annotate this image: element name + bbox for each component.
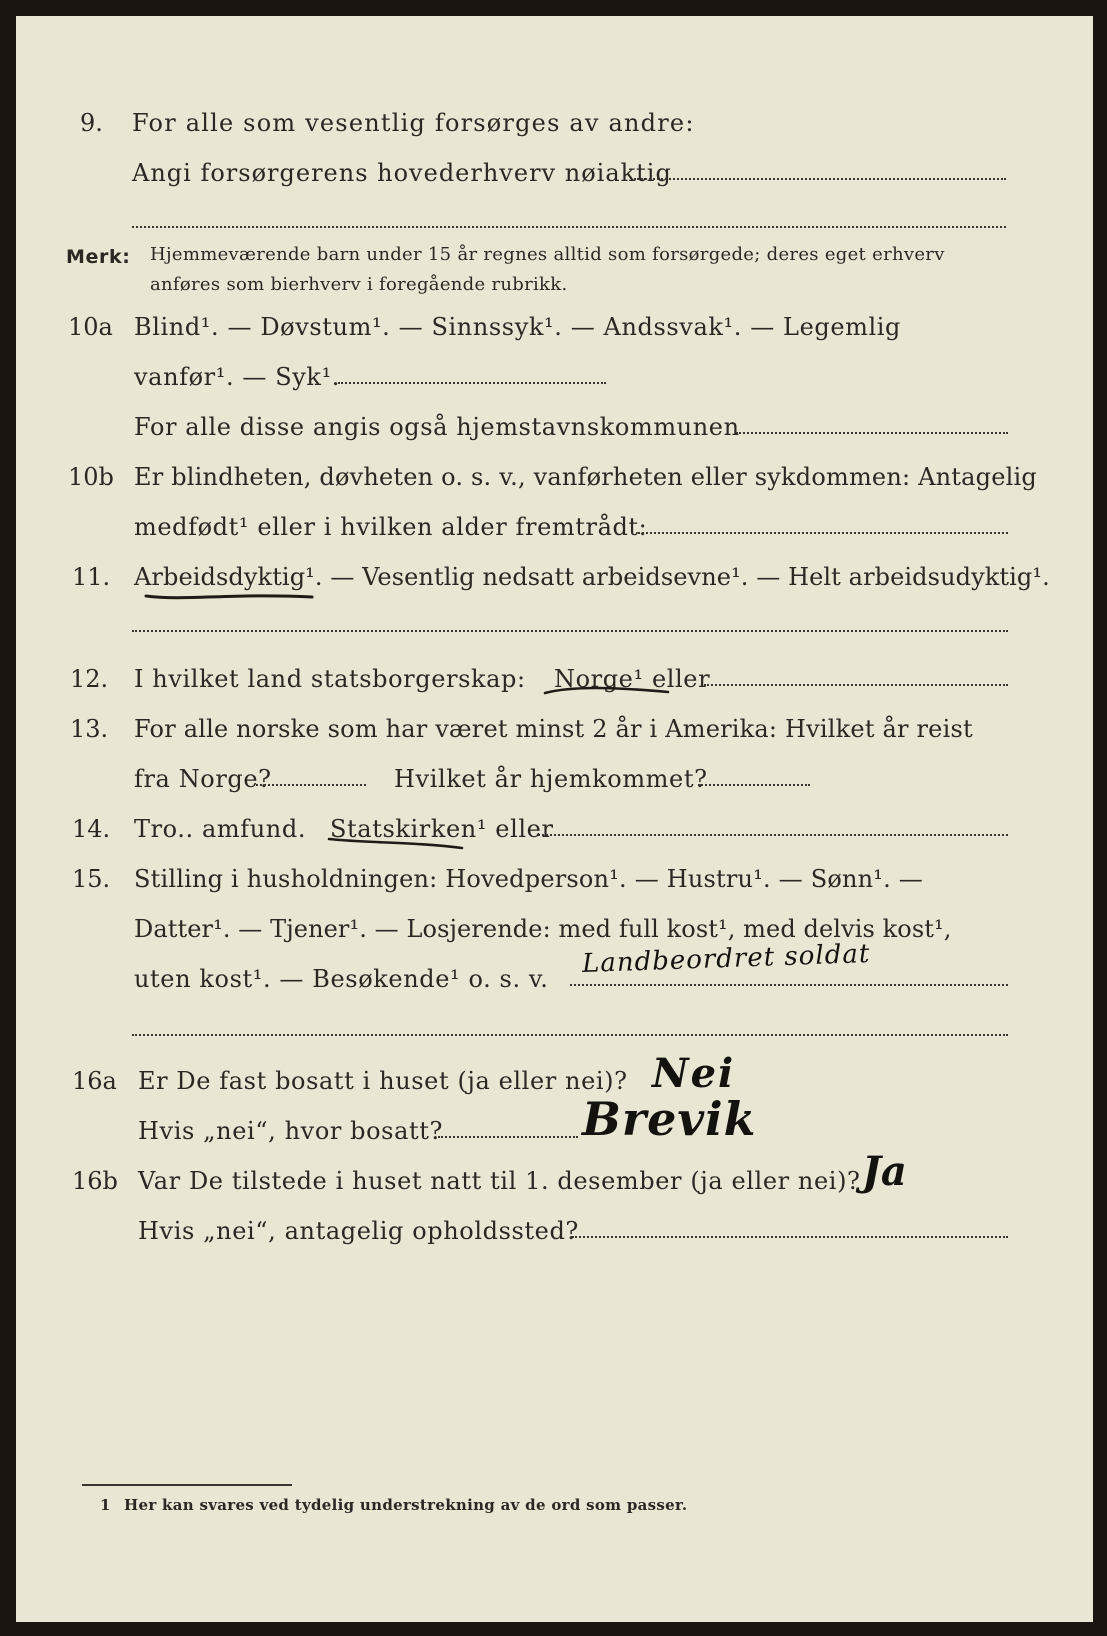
q12-answer-text: Norge¹ eller (554, 665, 711, 693)
q10a-syk-answer-line[interactable] (338, 382, 606, 384)
q9-line1: For alle som vesentlig forsørges av andre: (132, 109, 695, 137)
q16b-line1: Var De tilstede i huset natt til 1. desember (ja eller nei)? (138, 1167, 861, 1195)
q11-line1: Arbeidsdyktig¹. — Vesentlig nedsatt arbeidsevne¹. — Helt arbeidsudyktig¹. (134, 563, 1050, 591)
footnote-rule (82, 1484, 292, 1486)
q12-number: 12. (70, 665, 109, 693)
q10b-line2: medfødt¹ eller i hvilken alder fremtrådt: (134, 513, 648, 541)
q16b-number: 16b (72, 1167, 118, 1195)
q13-line1: For alle norske som har været minst 2 år i Amerika: Hvilket år reist (134, 715, 973, 743)
q10a-line2: vanfør¹. — Syk¹. (134, 363, 341, 391)
q16a-line2: Hvis „nei“, hvor bosatt? (138, 1117, 443, 1145)
q10b-number: 10b (68, 463, 114, 491)
q13-number: 13. (70, 715, 109, 743)
q16a-bosatt-answer-line[interactable] (438, 1136, 578, 1138)
footnote-mark: 1 (100, 1496, 111, 1514)
q16b-handwritten-answer1: Ja (862, 1148, 907, 1195)
q11-handwritten-underline (144, 588, 314, 604)
q15-handwritten-answer: Landbeordret soldat (581, 938, 871, 980)
q12-line1: I hvilket land statsborgerskap: (134, 665, 526, 693)
q10b-line1: Er blindheten, døvheten o. s. v., vanførheten eller sykdommen: Antagelig (134, 463, 1037, 491)
q9-answer-line[interactable] (634, 178, 1006, 180)
q16a-number: 16a (72, 1067, 117, 1095)
q16b-line2: Hvis „nei“, antagelig opholdssted? (138, 1217, 579, 1245)
q10b-answer-line[interactable] (638, 532, 1008, 534)
q16b-answer-line[interactable] (572, 1236, 1008, 1238)
q14-handwritten-underline (326, 834, 466, 852)
q15-line2: Datter¹. — Tjener¹. — Losjerende: med full kost¹, med delvis kost¹, (134, 915, 952, 943)
footnote-text: Her kan svares ved tydelig understrekning av de ord som passer. (124, 1496, 688, 1514)
merk-line2: anføres som bierhverv i foregående rubrikk. (150, 274, 568, 295)
q15-number: 15. (72, 865, 111, 893)
q15-answer-line-2[interactable] (132, 1034, 1008, 1036)
merk-label: Merk: (66, 246, 131, 268)
merk-line1: Hjemmeværende barn under 15 år regnes alltid som forsørgede; deres eget erhverv (150, 244, 945, 265)
q12-answer-line[interactable] (704, 684, 1008, 686)
q13-line2b: Hvilket år hjemkommet? (394, 765, 708, 793)
q15-answer-line[interactable] (570, 984, 1008, 986)
q11-answer-line[interactable] (132, 630, 1008, 632)
q14-answer-text: Statskirken¹ eller (330, 815, 554, 843)
q16a-handwritten-answer2: Brevik (582, 1092, 757, 1146)
q16a-handwritten-answer1: Nei (652, 1050, 736, 1097)
q9-line2: Angi forsørgerens hovederhverv nøiaktig (132, 159, 672, 187)
q12-handwritten-underline (542, 684, 672, 700)
q11-number: 11. (72, 563, 111, 591)
q10a-number: 10a (68, 313, 113, 341)
q14-line1: Tro.. amfund. (134, 815, 307, 843)
q10a-line3: For alle disse angis også hjemstavnskommunen (134, 413, 740, 441)
q16a-line1: Er De fast bosatt i huset (ja eller nei)? (138, 1067, 628, 1095)
q13-line2a: fra Norge? (134, 765, 272, 793)
q13-reist-answer-line[interactable] (256, 784, 366, 786)
q10a-line1: Blind¹. — Døvstum¹. — Sinnssyk¹. — Andssvak¹. — Legemlig (134, 313, 902, 341)
census-form-page (16, 16, 1093, 1622)
q10a-hjemstavn-answer-line[interactable] (736, 432, 1008, 434)
q15-line1: Stilling i husholdningen: Hovedperson¹. — Hustru¹. — Sønn¹. — (134, 865, 923, 893)
q13-hjemkommet-answer-line[interactable] (698, 784, 810, 786)
q14-number: 14. (72, 815, 111, 843)
q9-answer-line-2[interactable] (132, 226, 1006, 228)
q9-number: 9. (80, 109, 103, 137)
q15-line3: uten kost¹. — Besøkende¹ o. s. v. (134, 965, 549, 993)
q14-answer-line[interactable] (538, 834, 1008, 836)
